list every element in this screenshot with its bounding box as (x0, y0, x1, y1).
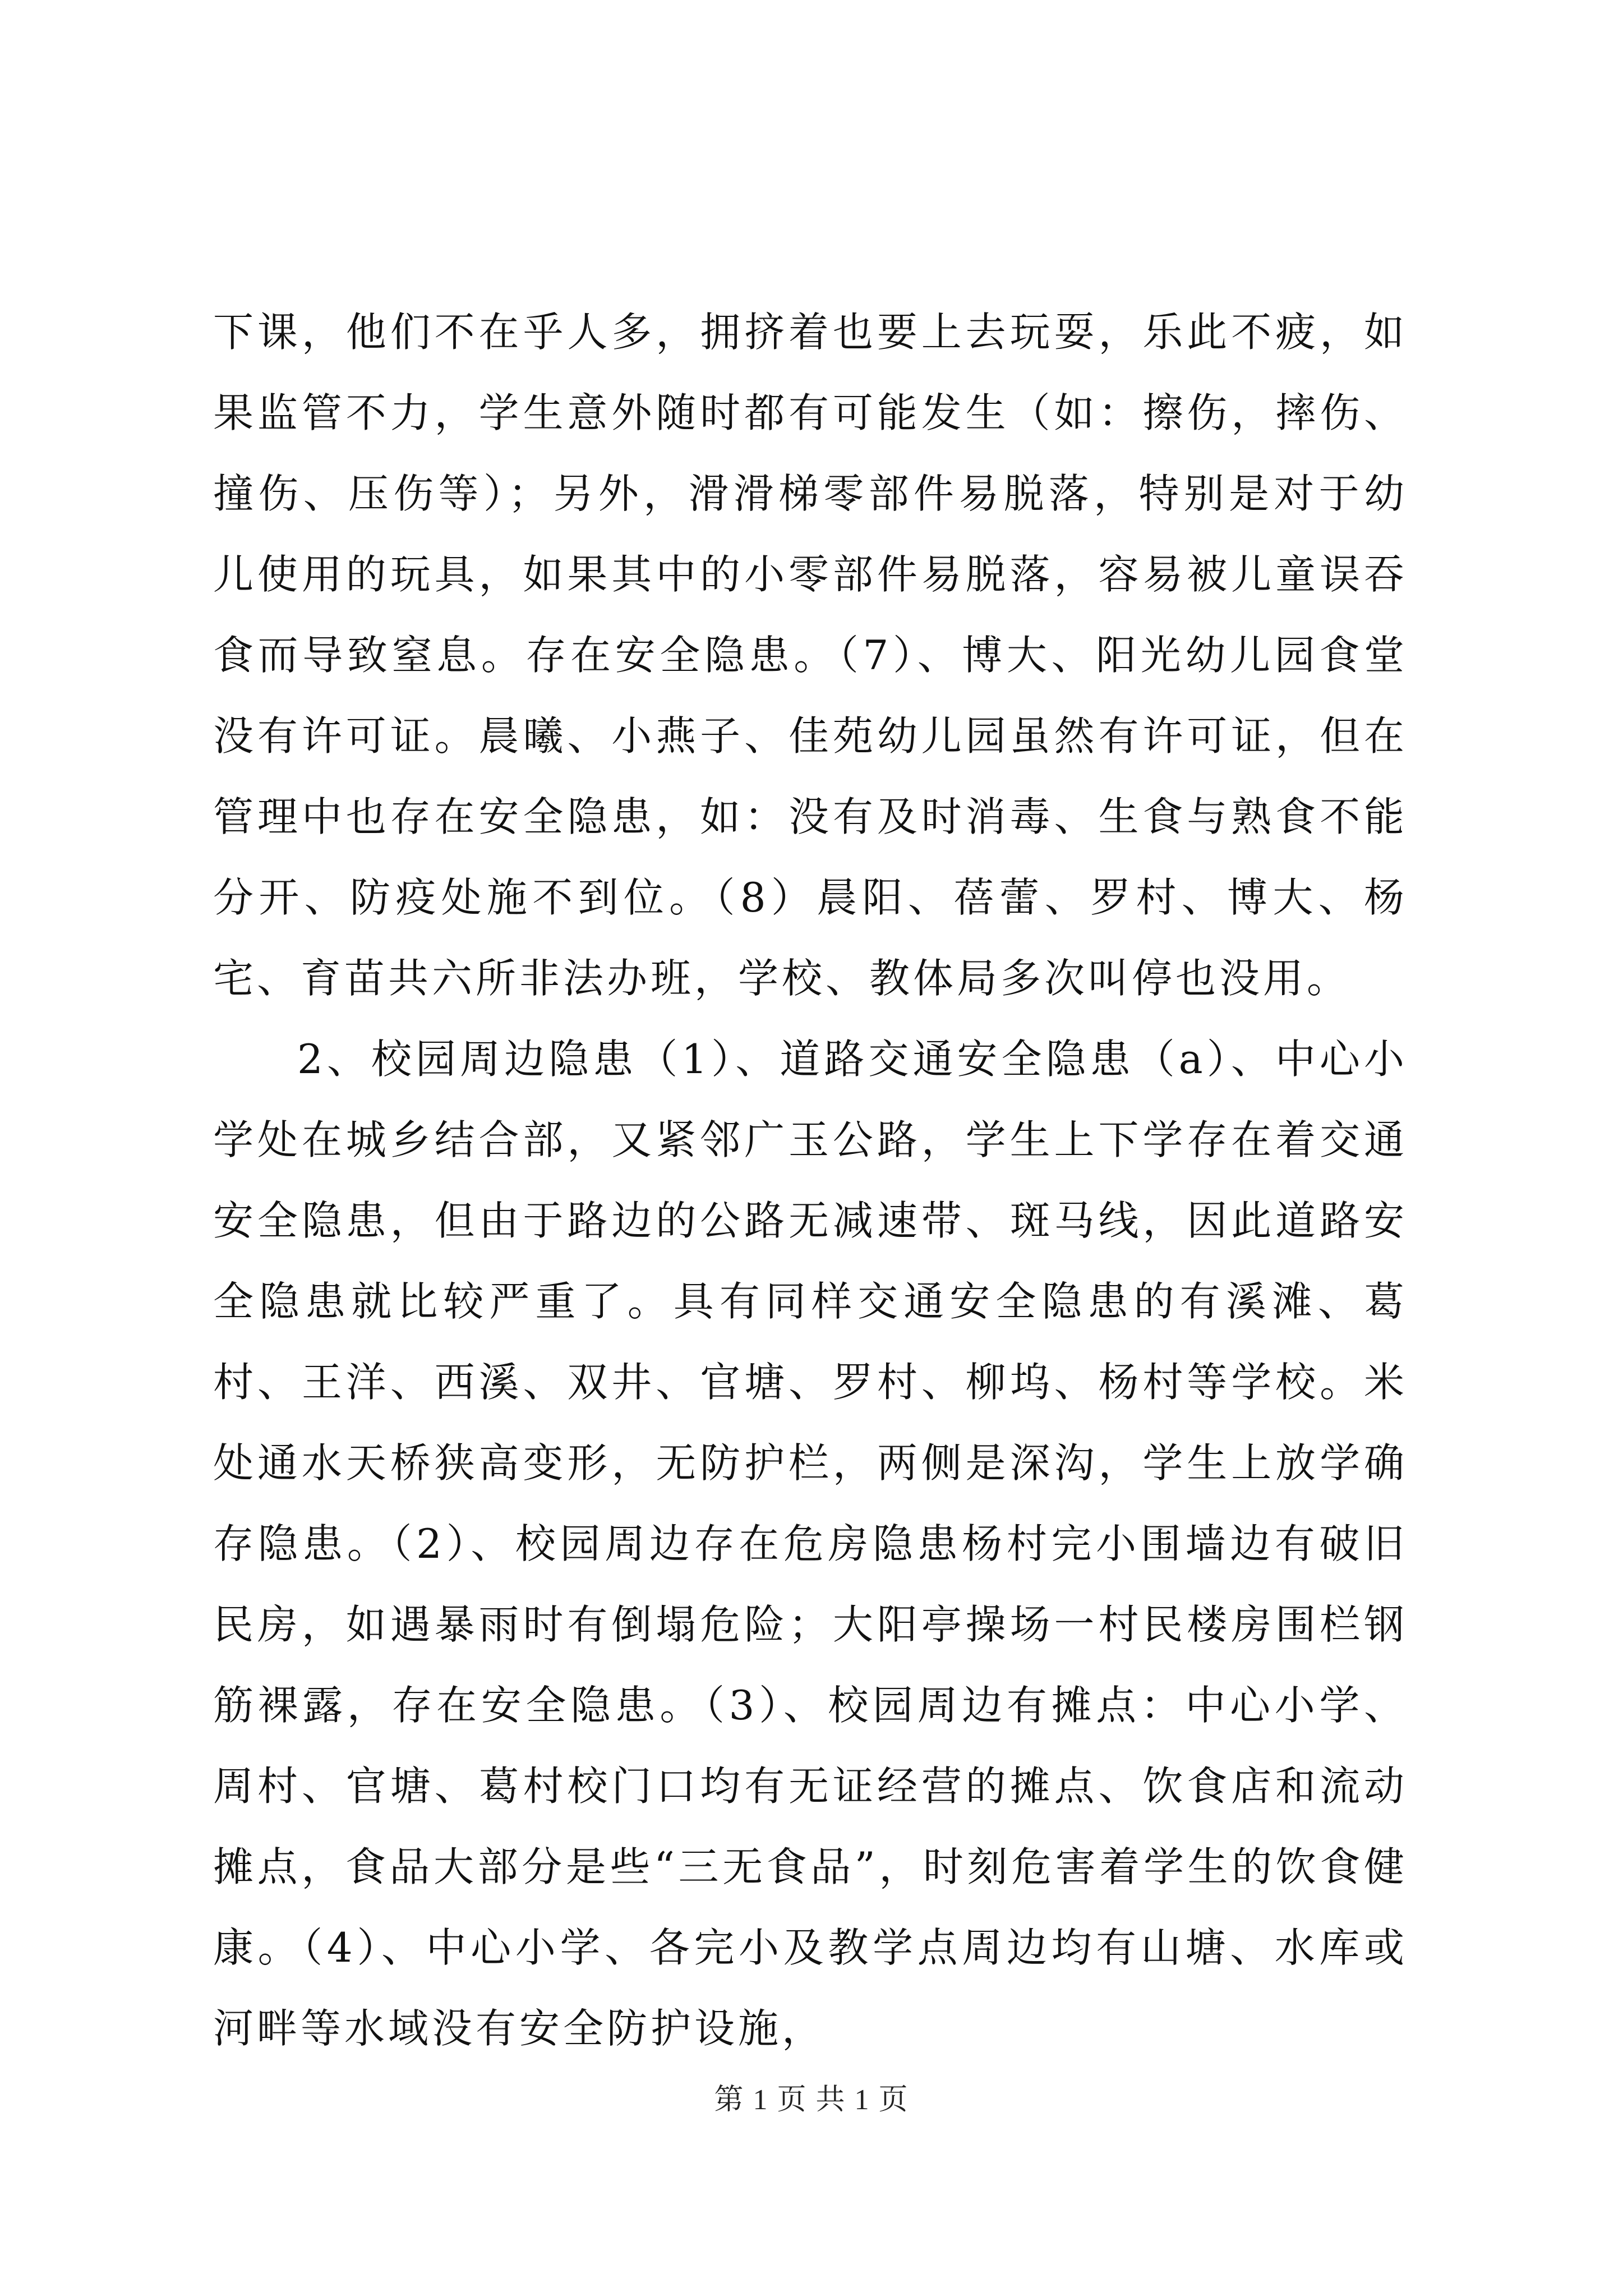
document-body (213, 292, 1408, 2069)
paragraph-2: 2、校园周边隐患（1）、道路交通安全隐患（a）、中心小学处在城乡结合部，又紧邻广玉公路，学生上下学存在着交通安全隐患，但由于路边的公路无减速带、斑马线，因此道路安全隐患就比较严重了。具有同样交通安全隐患的有溪滩、葛村、王洋、西溪、双井、官塘、罗村、柳坞、杨村等学校。米处通水天桥狭高变形，无防护栏，两侧是深沟，学生上放学确存隐患。（2）、校园周边存在危房隐患杨村完小围墙边有破旧民房，如遇暴雨时有倒塌危险；大阳亭操场一村民楼房围栏钢筋裸露，存在安全隐患。（3）、校园周边有摊点：中心小学、周村、官塘、葛村校门口均有无证经营的摊点、饮食店和流动摊点，食品大部分是些“三无食品”，时刻危害着学生的饮食健康。（4）、中心小学、各完小及教学点周边均有山塘、水库或河畔等水域没有安全防护设施， (213, 1036, 1408, 2052)
paragraph-1: 下课，他们不在乎人多，拥挤着也要上去玩耍，乐此不疲，如果监管不力，学生意外随时都有可能发生（如：擦伤，摔伤、撞伤、压伤等）；另外，滑滑梯零部件易脱落，特别是对于幼儿使用的玩具，如果其中的小零部件易脱落，容易被儿童误吞食而导致窒息。存在安全隐患。（7）、博大、阳光幼儿园食堂没有许可证。晨曦、小燕子、佳苑幼儿园虽然有许可证，但在管理中也存在安全隐患，如：没有及时消毒、生食与熟食不能分开、防疫处施不到位。（8）晨阳、蓓蕾、罗村、博大、杨宅、育苗共六所非法办班，学校、教体局多次叫停也没用。 (213, 309, 1408, 1002)
page-footer: 第 1 页 共 1 页 (714, 2084, 909, 2116)
